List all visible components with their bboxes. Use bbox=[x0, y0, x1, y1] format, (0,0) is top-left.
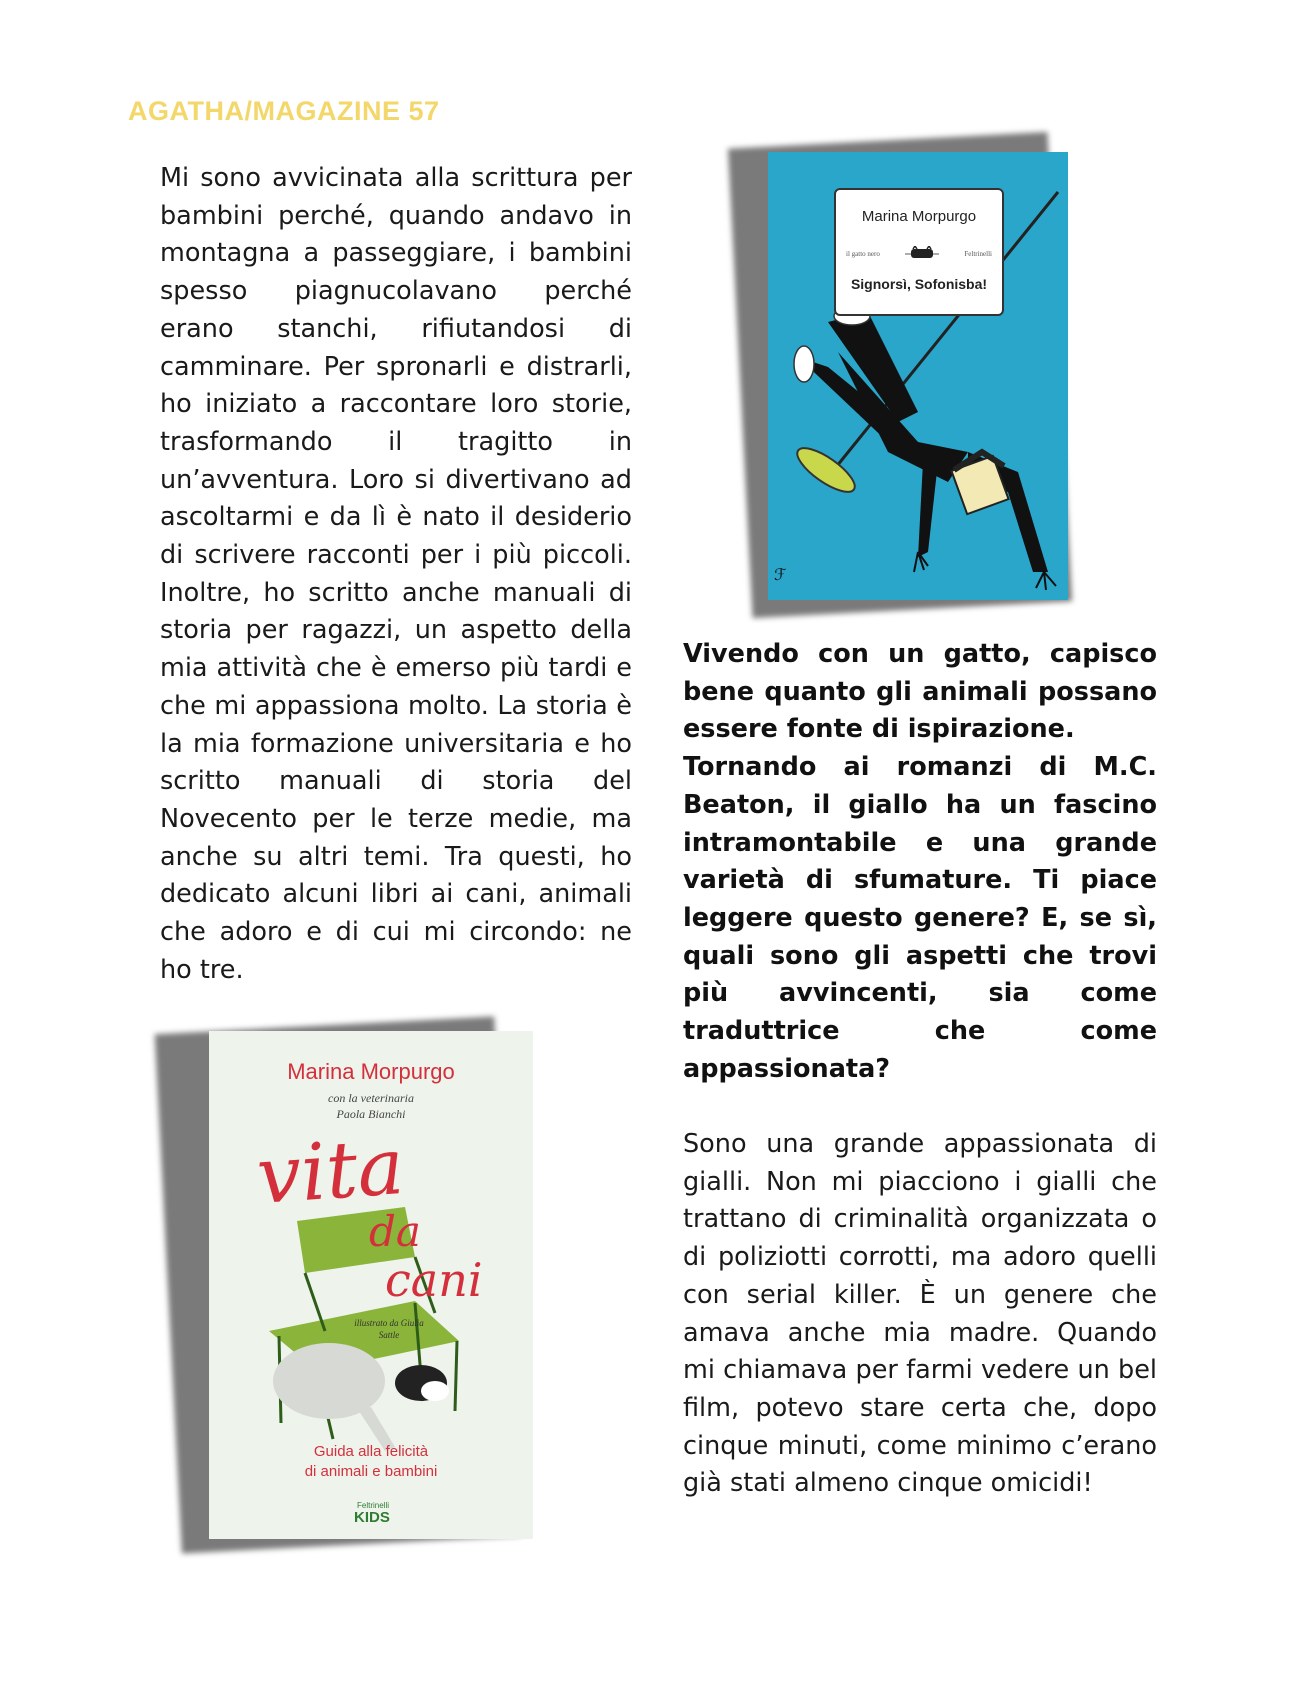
question-paragraph-2: Tornando ai romanzi di M.C. Beaton, il giallo ha un fascino intramontabile e una grande varietà di sfumature. Ti piace leggere questo genere? E, se sì, quali sono gli aspetti che trovi più avvincenti, sia come traduttrice che come appassionata? bbox=[683, 752, 1157, 1084]
cover-illustrator: illustrato da Giulia Sattle bbox=[354, 1318, 424, 1340]
cover-series-line bbox=[846, 246, 992, 262]
publisher-logo: KIDS bbox=[354, 1509, 390, 1526]
cover-tagline-1: Guida alla felicità bbox=[313, 1443, 429, 1460]
publisher-name: Feltrinelli bbox=[964, 250, 992, 258]
answer-paragraph: Sono una grande appassionata di gialli. Non mi piacciono i gialli che trattano di criminalità organizzata o di poliziotti corrotti, ma adoro quelli con serial killer. È un genere che amava anche mia madre. Quando mi chiamava per farmi vedere un bel film, potevo stare certa che, dopo cinque minuti, come minimo c’erano già stati almeno cinque omicidi! bbox=[683, 1129, 1157, 1499]
book-cover-vita-da-cani bbox=[209, 1031, 533, 1539]
series-name: il gatto nero bbox=[846, 250, 880, 258]
cat-logo-icon bbox=[905, 246, 939, 262]
publisher-small: Feltrinelli bbox=[357, 1501, 390, 1510]
question-paragraph-1: Vivendo con un gatto, capisco bene quanto gli animali possano essere fonte di ispirazione. bbox=[683, 639, 1157, 745]
cover-title: Signorsì, Sofonisba! bbox=[850, 276, 988, 292]
cover-vet-name: Paola Bianchi bbox=[336, 1107, 406, 1121]
interview-answer bbox=[683, 1126, 1157, 1503]
cover-label-card bbox=[834, 188, 1004, 316]
interview-question bbox=[683, 636, 1157, 1088]
cover-author: Marina Morpurgo bbox=[861, 208, 977, 225]
cover-author: Marina Morpurgo bbox=[287, 1059, 455, 1084]
book-cover-signorsi-sofonisba bbox=[768, 152, 1068, 600]
svg-text:ℱ: ℱ bbox=[774, 567, 787, 584]
left-paragraph: Mi sono avvicinata alla scrittura per bambini perché, quando andavo in montagna a passeggiare, i bambini spesso piagnucolavano perché erano stanchi, rifiutandosi di camminare. Per spronarli e distrarli, ho iniziato a raccontare loro storie, trasformando il tragitto in un’avventura. Loro si divertivano ad ascoltarmi e da lì è nato il desiderio di scrivere racconti per i più piccoli. Inoltre, ho scritto anche manuali di storia per ragazzi, un aspetto della mia attività che è emerso più tardi e che mi appassiona molto. La storia è la mia formazione universitaria e ho scritto manuali di storia del Novecento per le terze medie, ma anche su altri temi. Tra questi, ho dedicato alcuni libri ai cani, animali che adoro e di cui mi circondo: ne ho tre. bbox=[160, 163, 632, 985]
left-column-text bbox=[160, 160, 632, 989]
magazine-header: AGATHA/MAGAZINE 57 bbox=[128, 96, 440, 126]
cover-tagline-2: di animali e bambini bbox=[304, 1463, 438, 1480]
cover-with-line: con la veterinaria bbox=[328, 1091, 414, 1105]
cover-title-word-3: cani bbox=[385, 1253, 483, 1307]
cover-title-word-1: vita bbox=[254, 1121, 407, 1223]
cover-title-word-2: da bbox=[369, 1207, 421, 1256]
